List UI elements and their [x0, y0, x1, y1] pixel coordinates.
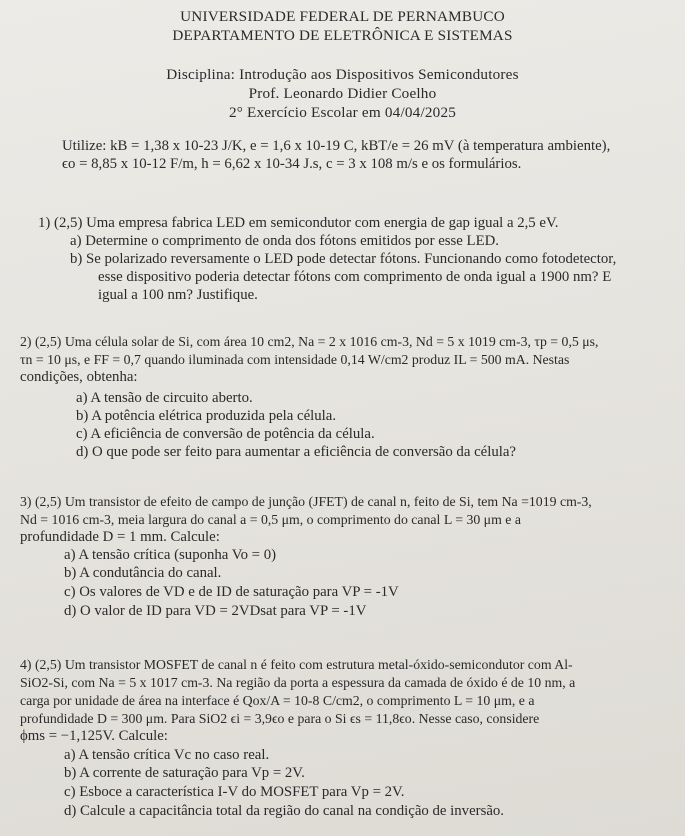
question-3-item-d: d) O valor de ID para VD = 2VDsat para VP = -1V [64, 603, 367, 619]
question-3-statement-cont-2: profundidade D = 1 mm. Calcule: [20, 529, 220, 545]
question-4-statement-cont-2: carga por unidade de área na interface é Qox/A = 10-8 C/cm2, o comprimento L = 10 μm, e a [20, 693, 535, 708]
question-2-statement-cont-1: τn = 10 μs, e FF = 0,7 quando iluminada com intensidade 0,14 W/cm2 produz IL = 500 mA. Nestas [20, 352, 570, 367]
question-3-item-a: a) A tensão crítica (suponha Vo = 0) [64, 547, 277, 563]
question-3-statement: 3) (2,5) Um transistor de efeito de campo de junção (JFET) de canal n, feito de Si, tem Na =1019 cm-3, [20, 494, 592, 509]
question-1-item-b-cont-2: igual a 100 nm? Justifique. [98, 287, 258, 303]
question-1-item-b: b) Se polarizado reversamente o LED pode detectar fótons. Funcionando como fotodetector, [70, 251, 617, 267]
question-2-item-c: c) A eficiência de conversão de potência da célula. [76, 426, 375, 442]
question-4-statement-cont-3: profundidade D = 300 μm. Para SiO2 ϵi = 3,9ϵo e para o Si ϵs = 11,8ϵo. Nesse caso, considere [20, 711, 540, 726]
constants-line-2: ϵo = 8,85 x 10-12 F/m, h = 6,62 x 10-34 J.s, c = 3 x 108 m/s e os formulários. [62, 156, 522, 172]
question-2-item-a: a) A tensão de circuito aberto. [76, 390, 253, 406]
course-name: Disciplina: Introdução aos Dispositivos Semicondutores [166, 66, 519, 83]
question-4-statement: 4) (2,5) Um transistor MOSFET de canal n é feito com estrutura metal-óxido-semicondutor com Al- [20, 657, 573, 672]
question-2-item-b: b) A potência elétrica produzida pela célula. [76, 408, 337, 424]
question-3-item-b: b) A condutância do canal. [64, 565, 222, 581]
question-3-item-c: c) Os valores de VD e de ID de saturação para VP = -1V [64, 584, 399, 600]
question-4-statement-cont-1: SiO2-Si, com Na = 5 x 1017 cm-3. Na região da porta a espessura da camada de óxido é de 10 nm, a [20, 675, 576, 690]
question-1-statement: 1) (2,5) Uma empresa fabrica LED em semicondutor com energia de gap igual a 2,5 eV. [38, 215, 559, 231]
department-name: DEPARTAMENTO DE ELETRÔNICA E SISTEMAS [172, 27, 513, 44]
professor-name: Prof. Leonardo Didier Coelho [248, 85, 437, 102]
question-4-statement-cont-4: ϕms = −1,125V. Calcule: [20, 728, 168, 744]
question-2-statement-cont-2: condições, obtenha: [20, 369, 138, 385]
question-2-statement: 2) (2,5) Uma célula solar de Si, com área 10 cm2, Na = 2 x 1016 cm-3, Nd = 5 x 1019 cm-3, τp = 0,5 μs, [20, 334, 599, 349]
constants-line-1: Utilize: kB = 1,38 x 10-23 J/K, e = 1,6 x 10-19 C, kBT/e = 26 mV (à temperatura ambiente), [62, 138, 611, 154]
exam-title: 2° Exercício Escolar em 04/04/2025 [228, 104, 457, 121]
question-4-item-a: a) A tensão crítica Vc no caso real. [64, 747, 270, 763]
question-4-item-d: d) Calcule a capacitância total da região do canal na condição de inversão. [64, 803, 504, 819]
question-1-item-a: a) Determine o comprimento de onda dos fótons emitidos por esse LED. [70, 233, 500, 249]
university-name: UNIVERSIDADE FEDERAL DE PERNAMBUCO [180, 8, 505, 25]
question-4-item-b: b) A corrente de saturação para Vp = 2V. [64, 765, 305, 781]
question-3-statement-cont-1: Nd = 1016 cm-3, meia largura do canal a = 0,5 μm, o comprimento do canal L = 30 μm e a [20, 512, 521, 527]
question-2-item-d: d) O que pode ser feito para aumentar a eficiência de conversão da célula? [76, 444, 516, 460]
question-4-item-c: c) Esboce a característica I-V do MOSFET para Vp = 2V. [64, 784, 405, 800]
question-1-item-b-cont-1: esse dispositivo poderia detectar fótons com comprimento de onda igual a 1900 nm? E [98, 269, 612, 285]
